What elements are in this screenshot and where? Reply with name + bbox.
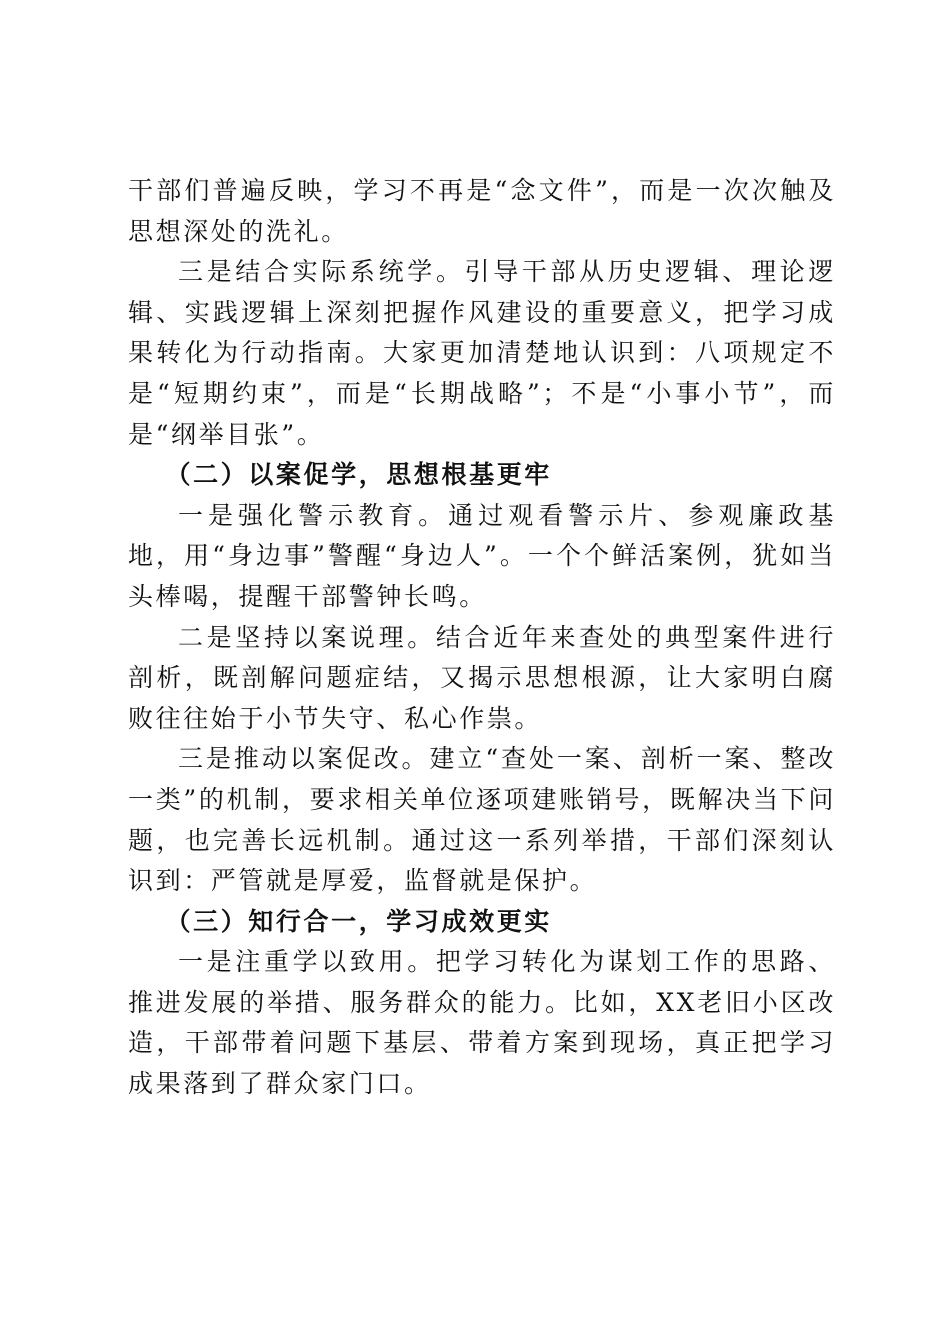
paragraph-case-reform: 三是推动以案促改。建立“查处一案、剖析一案、整改一类”的机制，要求相关单位逐项建账销号，既解决当下问题，也完善长远机制。通过这一系列举措，干部们深刻认识到：严管就是厚爱，监督就是保护。	[128, 744, 836, 896]
paragraph-apply-learning: 一是注重学以致用。把学习转化为谋划工作的思路、推进发展的举措、服务群众的能力。比如，XX老旧小区改造，干部带着问题下基层、带着方案到现场，真正把学习成果落到了群众家门口。	[128, 947, 836, 1099]
paragraph-warning-education: 一是强化警示教育。通过观看警示片、参观廉政基地，用“身边事”警醒“身边人”。一个个鲜活案例，犹如当头棒喝，提醒干部警钟长鸣。	[128, 500, 836, 611]
section-heading-2: （二）以案促学，思想根基更牢	[165, 460, 552, 490]
paragraph-continued: 干部们普遍反映，学习不再是“念文件”，而是一次次触及思想深处的洗礼。	[128, 176, 836, 246]
paragraph-system-study: 三是结合实际系统学。引导干部从历史逻辑、理论逻辑、实践逻辑上深刻把握作风建设的重要意义，把学习成果转化为行动指南。大家更加清楚地认识到：八项规定不是“短期约束”，而是“长期战略”；不是“小事小节”，而是“纲举目张”。	[128, 257, 836, 449]
paragraph-case-reasoning: 二是坚持以案说理。结合近年来查处的典型案件进行剖析，既剖解问题症结，又揭示思想根源，让大家明白腐败往往始于小节失守、私心作祟。	[128, 622, 836, 733]
document-body	[128, 171, 836, 1105]
section-heading-3: （三）知行合一，学习成效更实	[165, 906, 552, 936]
